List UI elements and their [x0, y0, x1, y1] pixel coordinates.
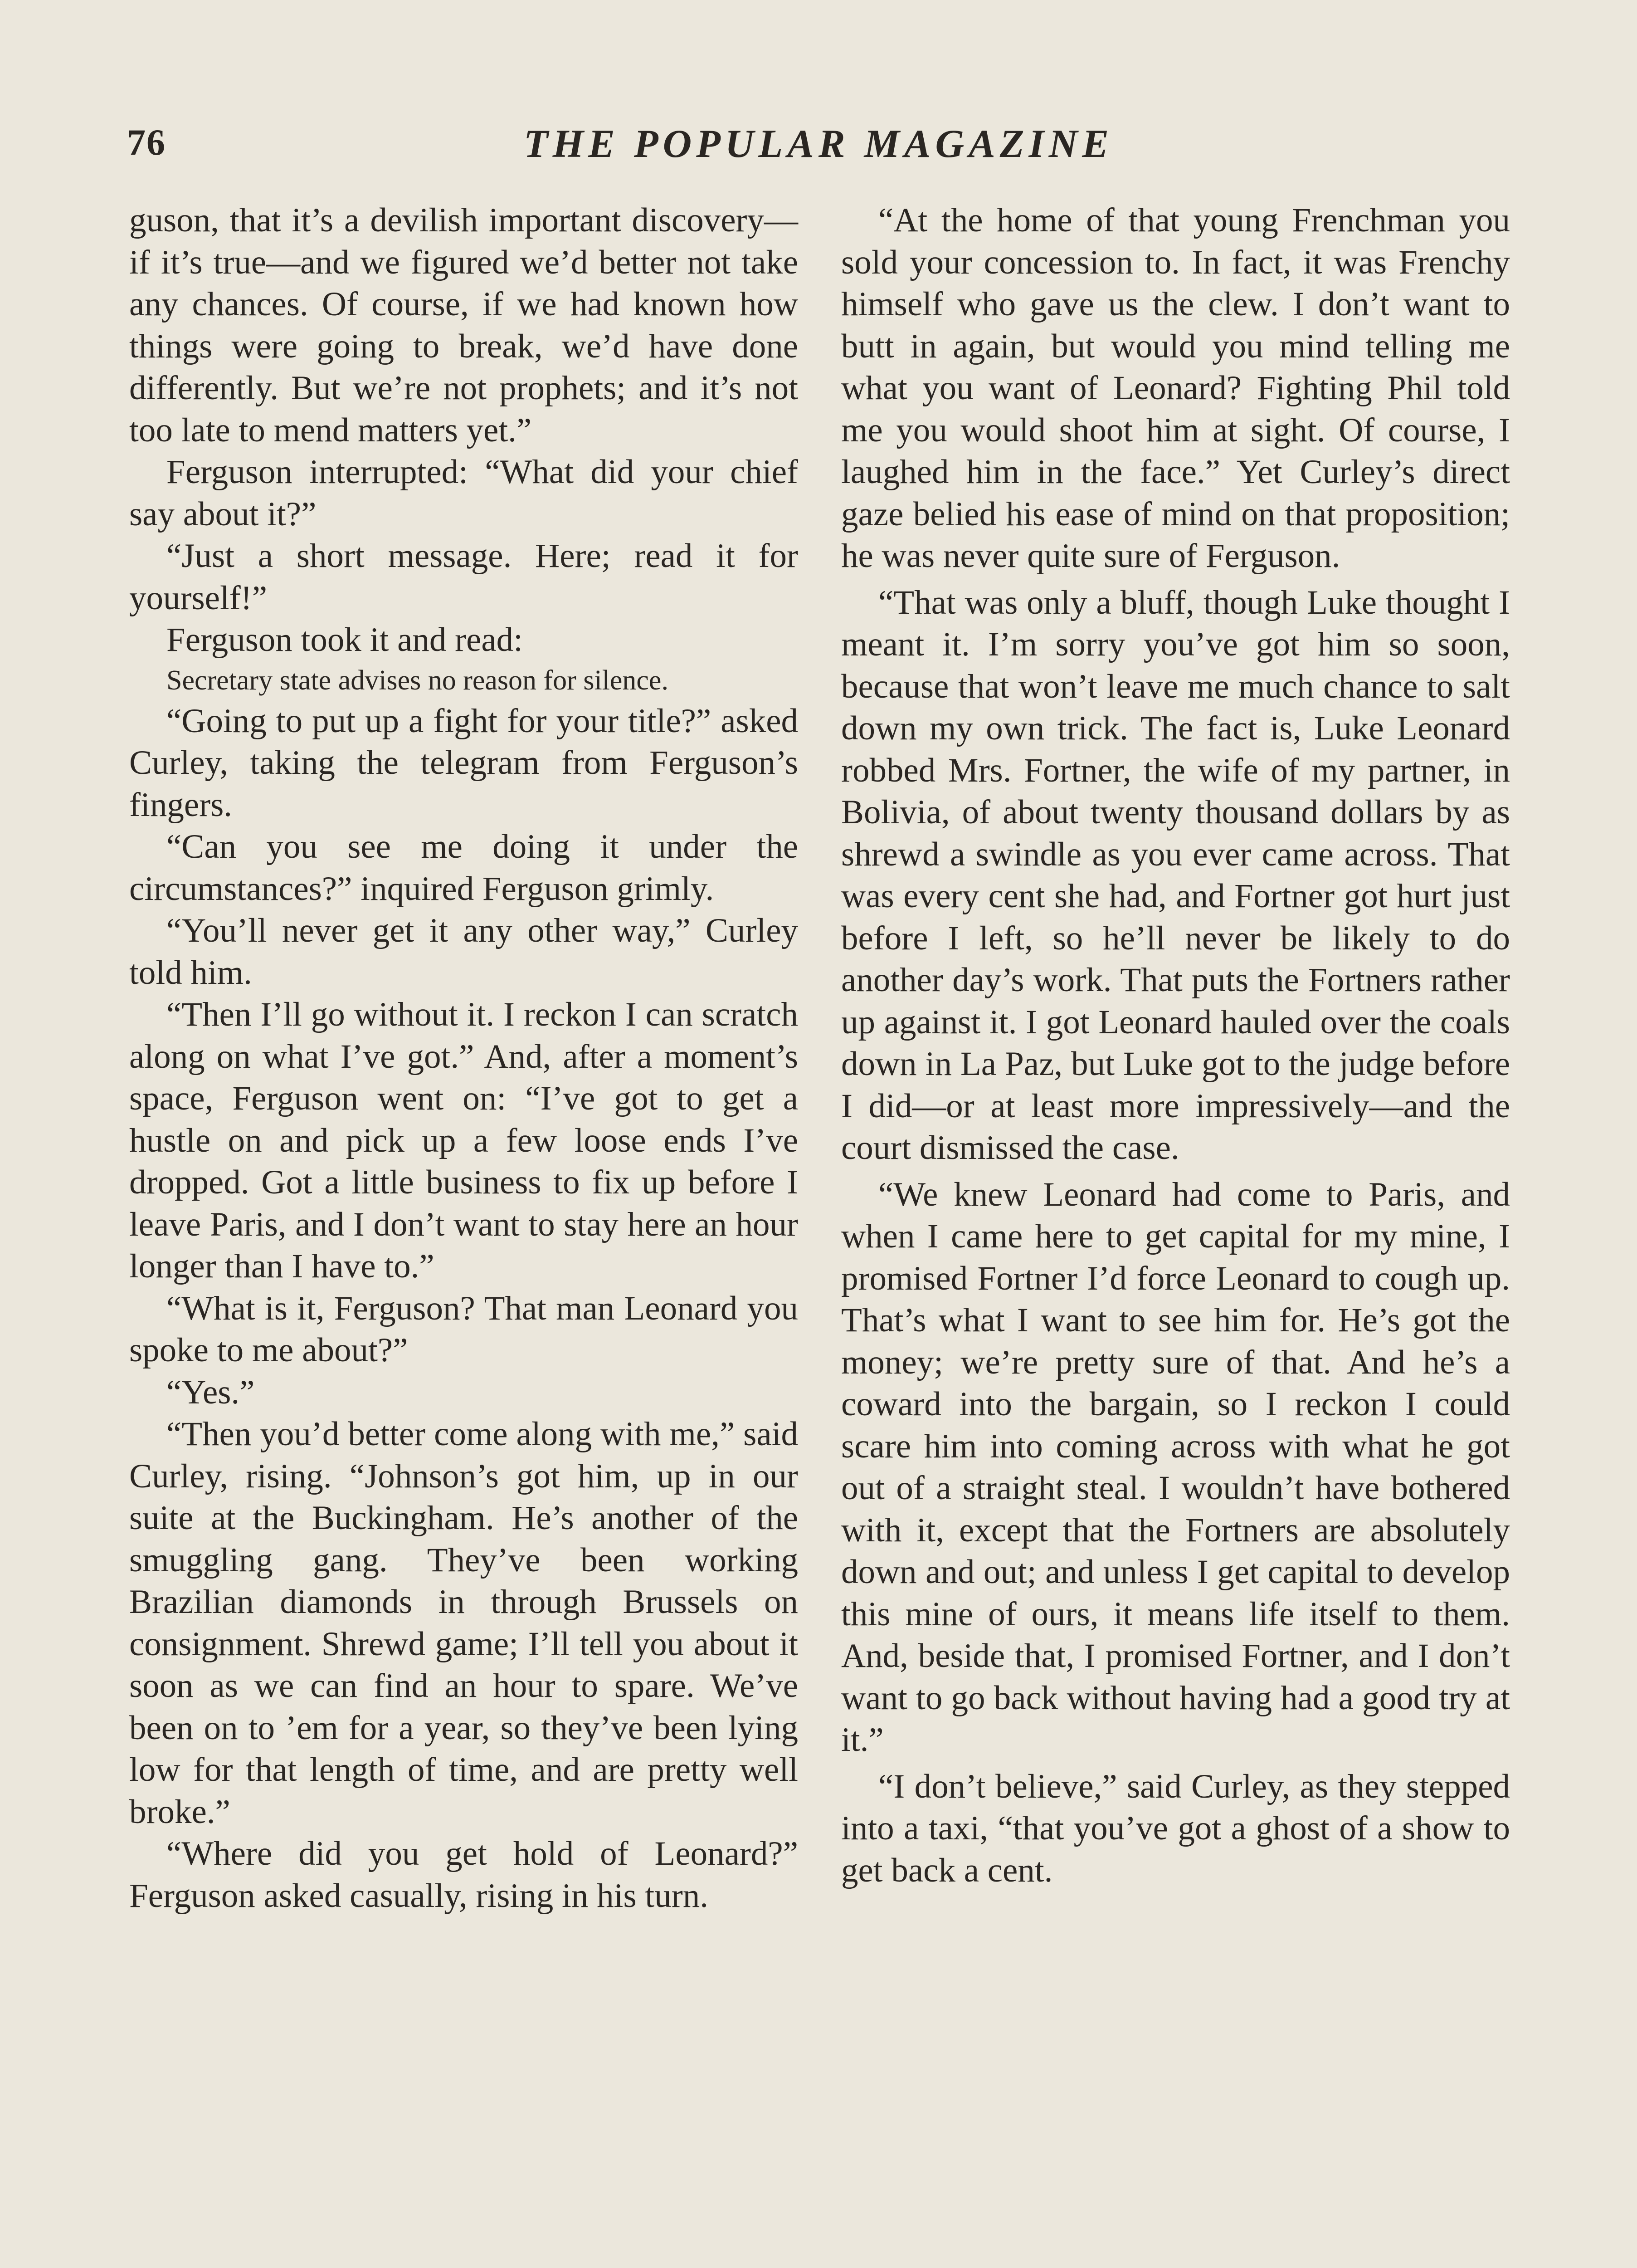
- magazine-title: THE POPULAR MAGAZINE: [523, 122, 1114, 166]
- right-column: [841, 200, 1510, 1892]
- paragraph: “Where did you get hold of Leonard?” Ferguson asked casually, rising in his turn.: [129, 1835, 798, 1915]
- telegram-text: Secretary state advises no reason for silence.: [166, 665, 668, 696]
- left-column: [129, 200, 798, 1917]
- paragraph: “Can you see me doing it under the circumstances?” inquired Ferguson grimly.: [129, 828, 798, 908]
- paragraph: guson, that it’s a devilish important discovery—if it’s true—and we figured we’d better not take any chances. Of course, if we had known how things were going to break, we’d have done differently. But we’re not prophets; and it’s not too late to mend matters yet.”: [129, 201, 798, 449]
- paragraph: “Just a short message. Here; read it for yourself!”: [129, 537, 798, 617]
- page-number: 76: [127, 122, 166, 163]
- paragraph: “That was only a bluff, though Luke thought I meant it. I’m sorry you’ve got him so soon, because that won’t leave me much chance to salt down my own trick. The fact is, Luke Leonard robbed Mrs. Fortner, the wife of my partner, in Bolivia, of about twenty thousand dollars by as shrewd a swindle as you ever came across. That was every cent she had, and Fortner got hurt just before I left, so he’ll never be likely to do another day’s work. That puts the Fortners rather up against it. I got Leonard hauled over the coals down in La Paz, but Luke got to the judge before I did—or at least more impressively—and the court dismissed the case.: [841, 583, 1510, 1167]
- paragraph: “At the home of that young Frenchman you sold your concession to. In fact, it was Frenchy himself who gave us the clew. I don’t want to butt in again, but would you mind telling me what you want of Leonard? Fighting Phil told me you would shoot him at sight. Of course, I laughed him in the face.” Yet Curley’s direct gaze belied his ease of mind on that proposition; he was never quite sure of Ferguson.: [841, 201, 1510, 575]
- paragraph: Ferguson interrupted: “What did your chief say about it?”: [129, 453, 798, 533]
- paragraph: “We knew Leonard had come to Paris, and when I came here to get capital for my mine, I promised Fortner I’d force Leonard to cough up. That’s what I want to see him for. He’s got the money; we’re pretty sure of that. And he’s a coward into the bargain, so I reckon I could scare him into coming across with what he got out of a straight steal. I wouldn’t have bothered with it, except that the Fortners are absolutely down and out; and unless I get capital to develop this mine of ours, it means life itself to them. And, beside that, I promised Fortner, and I don’t want to go back without having had a good try at it.”: [841, 1175, 1510, 1759]
- paragraph: “What is it, Ferguson? That man Leonard you spoke to me about?”: [129, 1289, 798, 1369]
- paragraph: “Then you’d better come along with me,” said Curley, rising. “Johnson’s got him, up in our suite at the Buckingham. He’s another of the smuggling gang. They’ve been working Brazilian diamonds in through Brussels on consignment. Shrewd game; I’ll tell you about it soon as we can find an hour to spare. We’ve been on to ’em for a year, so they’ve been lying low for that length of time, and are pretty well broke.”: [129, 1415, 798, 1831]
- paragraph: “You’ll never get it any other way,” Curley told him.: [129, 912, 798, 992]
- paragraph: “Then I’ll go without it. I reckon I can scratch along on what I’ve got.” And, after a moment’s space, Ferguson went on: “I’ve got to get a hustle on and pick up a few loose ends I’ve dropped. Got a little business to fix up before I leave Paris, and I don’t want to stay here an hour longer than I have to.”: [129, 996, 798, 1285]
- paragraph: Ferguson took it and read:: [166, 621, 523, 659]
- paragraph: “I don’t believe,” said Curley, as they stepped into a taxi, “that you’ve got a ghost of a show to get back a cent.: [841, 1767, 1510, 1889]
- paragraph: “Going to put up a fight for your title?” asked Curley, taking the telegram from Ferguson’s fingers.: [129, 702, 798, 824]
- page-header: [127, 116, 1510, 170]
- paragraph: “Yes.”: [166, 1373, 255, 1411]
